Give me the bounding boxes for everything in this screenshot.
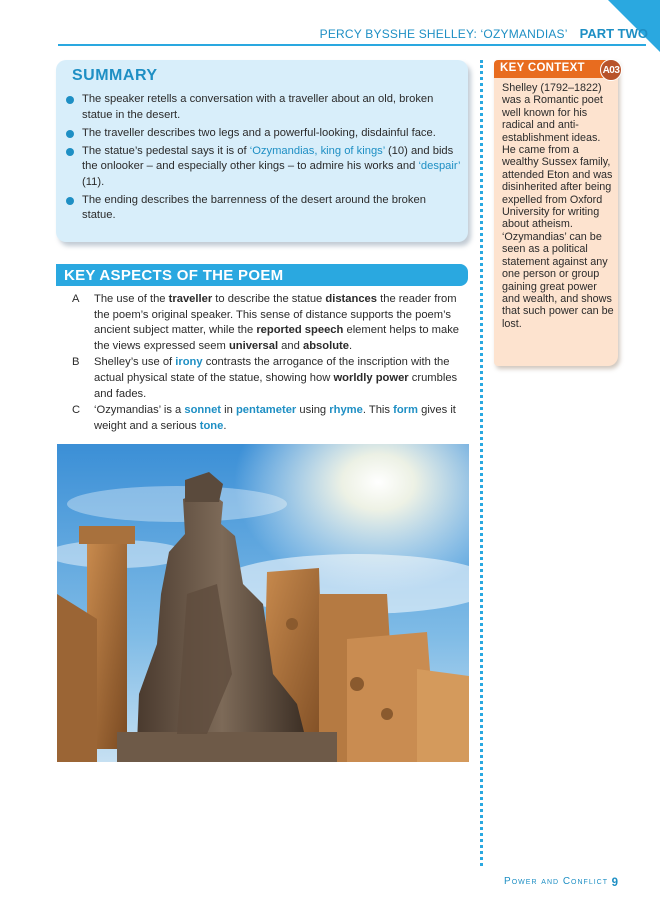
- header-part: PART TWO: [579, 26, 648, 41]
- aspect-text: crumbles and fades.: [94, 371, 458, 400]
- footer-label: Power and Conflict: [504, 876, 608, 887]
- aspect-term: rhyme: [329, 404, 363, 417]
- key-aspect-c: [60, 403, 470, 434]
- statue-photo: [57, 444, 469, 762]
- aspect-term: tone: [199, 419, 224, 432]
- key-context-title: KEY CONTEXT: [500, 62, 585, 74]
- aspect-term: sonnet: [184, 404, 222, 417]
- header-rule: [58, 44, 646, 46]
- summary-item: [66, 144, 462, 191]
- aspect-text: using: [296, 404, 330, 417]
- aspect-term: pentameter: [235, 404, 297, 417]
- aspect-keyword: traveller: [168, 293, 213, 305]
- summary-item-text: The speaker retells a conversation with a traveller about an old, broken statue in the desert.: [82, 93, 434, 121]
- aspect-keyword: distances: [325, 293, 377, 305]
- summary-quote: ‘despair’: [418, 160, 461, 172]
- summary-item-text-post: (11).: [82, 175, 105, 188]
- summary-item-text-mid: (10) and bids the onlooker – and especially other kings – to admire his works and: [82, 144, 454, 172]
- page-number: 9: [611, 877, 618, 889]
- header-title: PERCY BYSSHE SHELLEY: ‘OZYMANDIAS’: [319, 27, 568, 41]
- key-aspects-heading: [56, 264, 468, 286]
- aspect-text: and: [278, 339, 303, 352]
- key-aspect-b: [60, 355, 470, 402]
- aspect-text: element helps to make the views expressed seem: [94, 324, 460, 352]
- aspect-term: form: [393, 404, 418, 417]
- aspect-text: Shelley’s use of: [94, 356, 176, 369]
- aspect-text: gives it weight and a serious: [94, 404, 456, 432]
- aspect-letter: C: [72, 404, 81, 417]
- key-context-box: [494, 60, 618, 366]
- summary-item: [66, 92, 462, 123]
- bullet-icon: [66, 197, 74, 205]
- aspect-keyword: worldly power: [333, 371, 409, 384]
- aspect-letter: B: [72, 356, 80, 369]
- aspect-text: the reader from the poem’s original speaker. This sense of distance supports the poem’s ancient subject matter, while the: [94, 293, 457, 337]
- summary-item-text: The ending describes the barrenness of the desert around the broken statue.: [82, 193, 426, 221]
- column-divider: [480, 60, 483, 866]
- aspect-text: in: [221, 404, 236, 417]
- aspect-text: .: [348, 339, 353, 352]
- running-header: [58, 26, 648, 46]
- aspect-text: contrasts the arrogance of the inscription with the actual physical state of the statue, showing how: [94, 356, 450, 384]
- bullet-icon: [66, 148, 74, 156]
- aspect-text: ‘Ozymandias’ is a: [94, 404, 185, 417]
- key-context-text: Shelley (1792–1822) was a Romantic poet well known for his radical and anti-establishment ideas. He came from a wealthy Sussex family, attended Eton and was disinherited after being expelled from Oxford University for writing about atheism. ‘Ozymandias’ can be seen as a political statement against any one person or group gaining great power and wealth, and shows that such power can be lost.: [502, 82, 614, 330]
- bullet-icon: [66, 96, 74, 104]
- summary-item: [66, 126, 462, 142]
- aspect-letter: A: [72, 293, 80, 305]
- summary-item-text-pre: The statue’s pedestal says it is of: [82, 144, 250, 157]
- aspect-text: .: [223, 419, 227, 432]
- key-aspects-title: KEY ASPECTS OF THE POEM: [64, 267, 284, 284]
- assessment-objective-badge: A03: [600, 59, 622, 81]
- summary-quote: ‘Ozymandias, king of kings’: [249, 144, 385, 157]
- summary-item: [66, 193, 462, 224]
- aspect-keyword: universal: [228, 339, 279, 352]
- aspect-keyword: reported speech: [256, 324, 344, 337]
- summary-box: [56, 60, 468, 242]
- summary-item-text: The traveller describes two legs and a powerful-looking, disdainful face.: [82, 126, 436, 139]
- summary-list: [66, 92, 462, 226]
- key-aspect-a: [60, 292, 470, 354]
- summary-title: SUMMARY: [72, 67, 158, 84]
- aspect-term: irony: [175, 356, 203, 369]
- aspect-text: The use of the: [94, 293, 169, 305]
- aspect-text: . This: [362, 404, 394, 417]
- bullet-icon: [66, 130, 74, 138]
- key-aspects-list: [60, 292, 470, 435]
- aspect-keyword: absolute: [302, 339, 349, 352]
- aspect-text: to describe the statue: [212, 293, 326, 305]
